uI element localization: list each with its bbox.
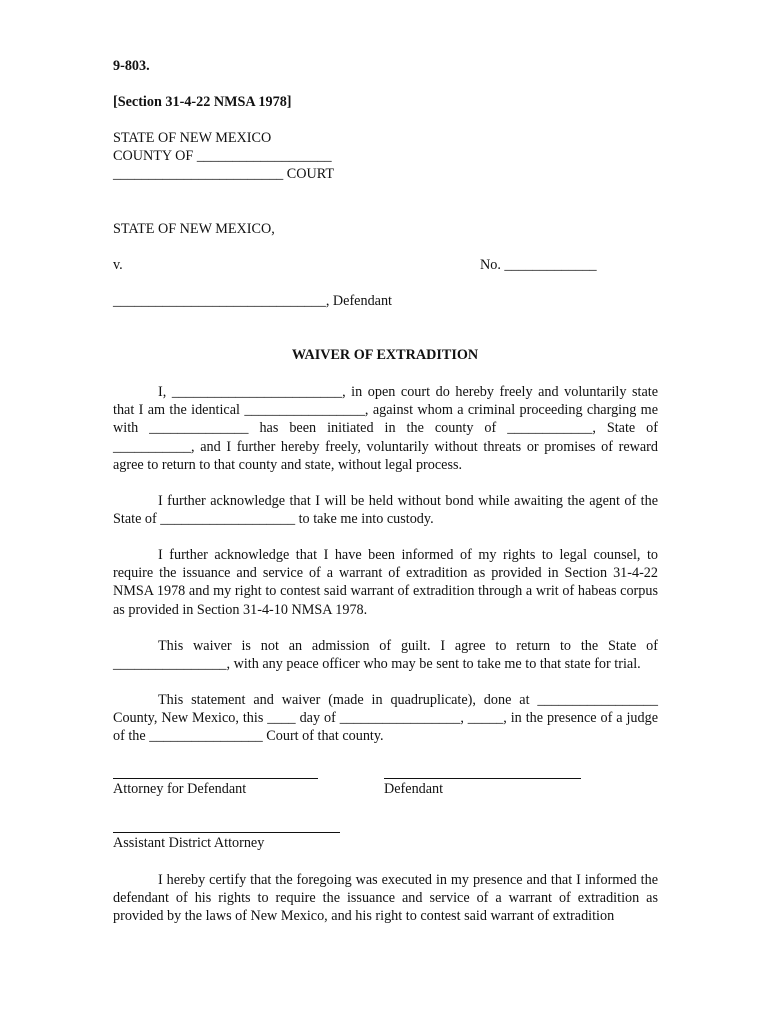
ada-signature-line xyxy=(113,832,340,833)
paragraph-identity-text: I, ________________________, in open court do hereby freely and voluntarily state that I am the identical _________________, against whom a criminal proceeding charging me with ______________ has been initiated in the county of ____________, State of ___________, and I further hereby freely, voluntarily without threats or promises of reward agree to return to that county and state, without legal process. xyxy=(113,384,658,473)
county-line: COUNTY OF ___________________ xyxy=(113,148,332,164)
certification-text: I hereby certify that the foregoing was executed in my presence and that I informed the defendant of his rights to require the issuance and service of a warrant of extradition as provided by the laws of New Mexico, and his right to contest said warrant of extradition xyxy=(113,872,658,925)
paragraph-not-guilt-text: This waiver is not an admission of guilt. I agree to return to the State of ________________, with any peace officer who may be sent to take me to that state for trial. xyxy=(113,638,658,673)
attorney-signature-line xyxy=(113,778,318,779)
defendant-label: Defendant xyxy=(384,781,444,797)
section-reference: [Section 31-4-22 NMSA 1978] xyxy=(113,94,292,110)
paragraph-identity xyxy=(113,383,658,474)
state-heading: STATE OF NEW MEXICO xyxy=(113,130,272,146)
paragraph-quadruplicate-text: This statement and waiver (made in quadruplicate), done at _________________ County, New Mexico, this ____ day of _________________, _____, in the presence of a judge of the ________________ Court of that county. xyxy=(113,692,658,745)
paragraph-bond xyxy=(113,492,658,528)
defendant-line: ______________________________, Defendant xyxy=(113,293,392,309)
paragraph-bond-text: I further acknowledge that I will be held without bond while awaiting the agent of the State of ___________________ to take me into custody. xyxy=(113,493,658,528)
paragraph-certification xyxy=(113,871,658,926)
paragraph-rights-text: I further acknowledge that I have been informed of my rights to legal counsel, to require the issuance and service of a warrant of extradition as provided in Section 31-4-22 NMSA 1978 and my right to contest said warrant of extradition through a writ of habeas corpus as provided in Section 31-4-10 NMSA 1978. xyxy=(113,547,658,618)
plaintiff-name: STATE OF NEW MEXICO, xyxy=(113,221,275,237)
paragraph-quadruplicate xyxy=(113,691,658,746)
paragraph-rights xyxy=(113,546,658,619)
paragraph-not-guilt xyxy=(113,637,658,673)
defendant-signature-line xyxy=(384,778,581,779)
case-number: No. _____________ xyxy=(480,257,597,273)
document-title: WAIVER OF EXTRADITION xyxy=(291,347,479,363)
court-line: ________________________ COURT xyxy=(113,166,335,182)
versus-label: v. xyxy=(113,257,123,273)
attorney-label: Attorney for Defendant xyxy=(113,781,247,797)
ada-label: Assistant District Attorney xyxy=(113,835,265,851)
rule-number: 9-803. xyxy=(113,58,150,74)
